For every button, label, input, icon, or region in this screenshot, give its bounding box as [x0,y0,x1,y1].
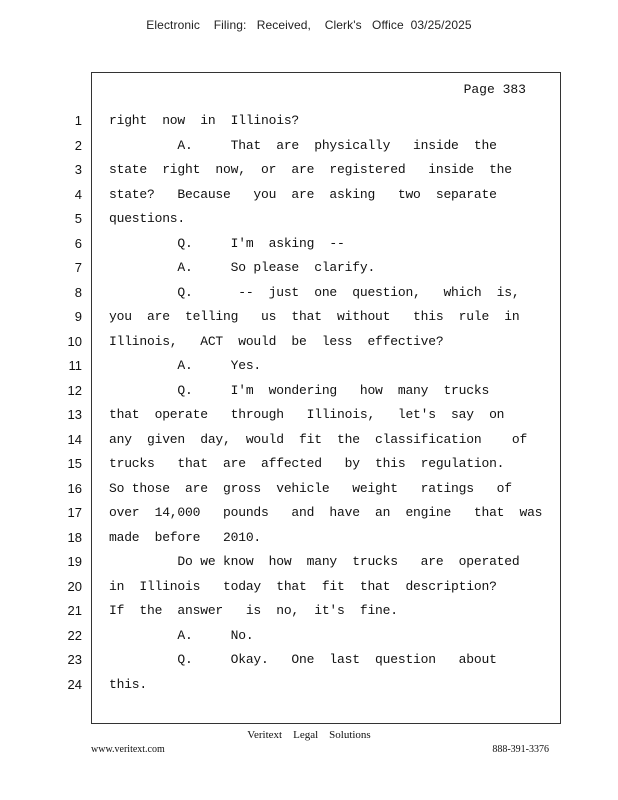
transcript-line: trucks that are affected by this regulation. [109,456,505,471]
line-number: 7 [74,260,82,275]
transcript-line: Do we know how many trucks are operated [109,554,520,569]
page-number: Page 383 [463,82,526,97]
transcript-line: state? Because you are asking two separate [109,186,497,202]
line-number: 12 [67,382,82,398]
line-number: 1 [74,113,82,128]
transcript-line: state right now, or are registered inside the [109,162,512,177]
line-number: 18 [67,529,82,545]
transcript-text [109,113,549,701]
transcript-line: A. Yes. [109,358,262,373]
filing-stamp-header: Electronic Filing: Received, Clerk's Office 03/25/2025 [146,18,472,32]
transcript-line: Illinois, ACT would be less effective? [109,333,444,349]
transcript-line: made before 2010. [109,529,262,545]
line-number: 5 [74,211,82,226]
transcript-line: A. So please clarify. [109,260,376,275]
transcript-line: questions. [109,211,186,226]
footer-website: www.veritext.com [91,744,165,755]
transcript-line: you are telling us that without this rule in [109,309,520,324]
line-number: 15 [67,456,82,471]
transcript-line: So those are gross vehicle weight ratings of [109,480,512,496]
line-number: 19 [67,554,82,569]
transcript-line: If the answer is no, it's fine. [109,603,398,618]
line-number: 21 [67,603,82,618]
transcript-line: over 14,000 pounds and have an engine that was [109,505,543,520]
transcript-line: that operate through Illinois, let's say on [109,407,505,422]
transcript-line: A. That are physically inside the [109,137,497,153]
line-number: 23 [67,652,82,667]
transcript-line: Q. Okay. One last question about [109,652,497,667]
footer-company-name: Veritext Legal Solutions [247,729,371,741]
line-number: 10 [67,333,82,349]
line-number: 20 [67,578,82,594]
line-number: 9 [74,309,82,324]
transcript-line: A. No. [109,627,254,643]
line-number: 2 [74,137,82,153]
line-number-column [52,113,82,701]
line-number: 13 [67,407,82,422]
line-number: 11 [68,358,82,373]
transcript-line: this. [109,676,148,692]
line-number: 22 [67,627,82,643]
line-number: 24 [67,676,82,692]
transcript-line: in Illinois today that fit that description? [109,578,497,594]
transcript-line: any given day, would fit the classification of [109,431,528,447]
footer-phone: 888-391-3376 [492,744,549,755]
line-number: 16 [67,480,82,496]
transcript-line: Q. I'm wondering how many trucks [109,382,490,398]
transcript-line: Q. -- just one question, which is, [109,284,520,300]
line-number: 4 [74,186,82,202]
line-number: 8 [74,284,82,300]
line-number: 17 [67,505,82,520]
line-number: 3 [74,162,82,177]
line-number: 14 [67,431,82,447]
transcript-line: Q. I'm asking -- [109,235,345,251]
transcript-line: right now in Illinois? [109,113,300,128]
line-number: 6 [74,235,82,251]
